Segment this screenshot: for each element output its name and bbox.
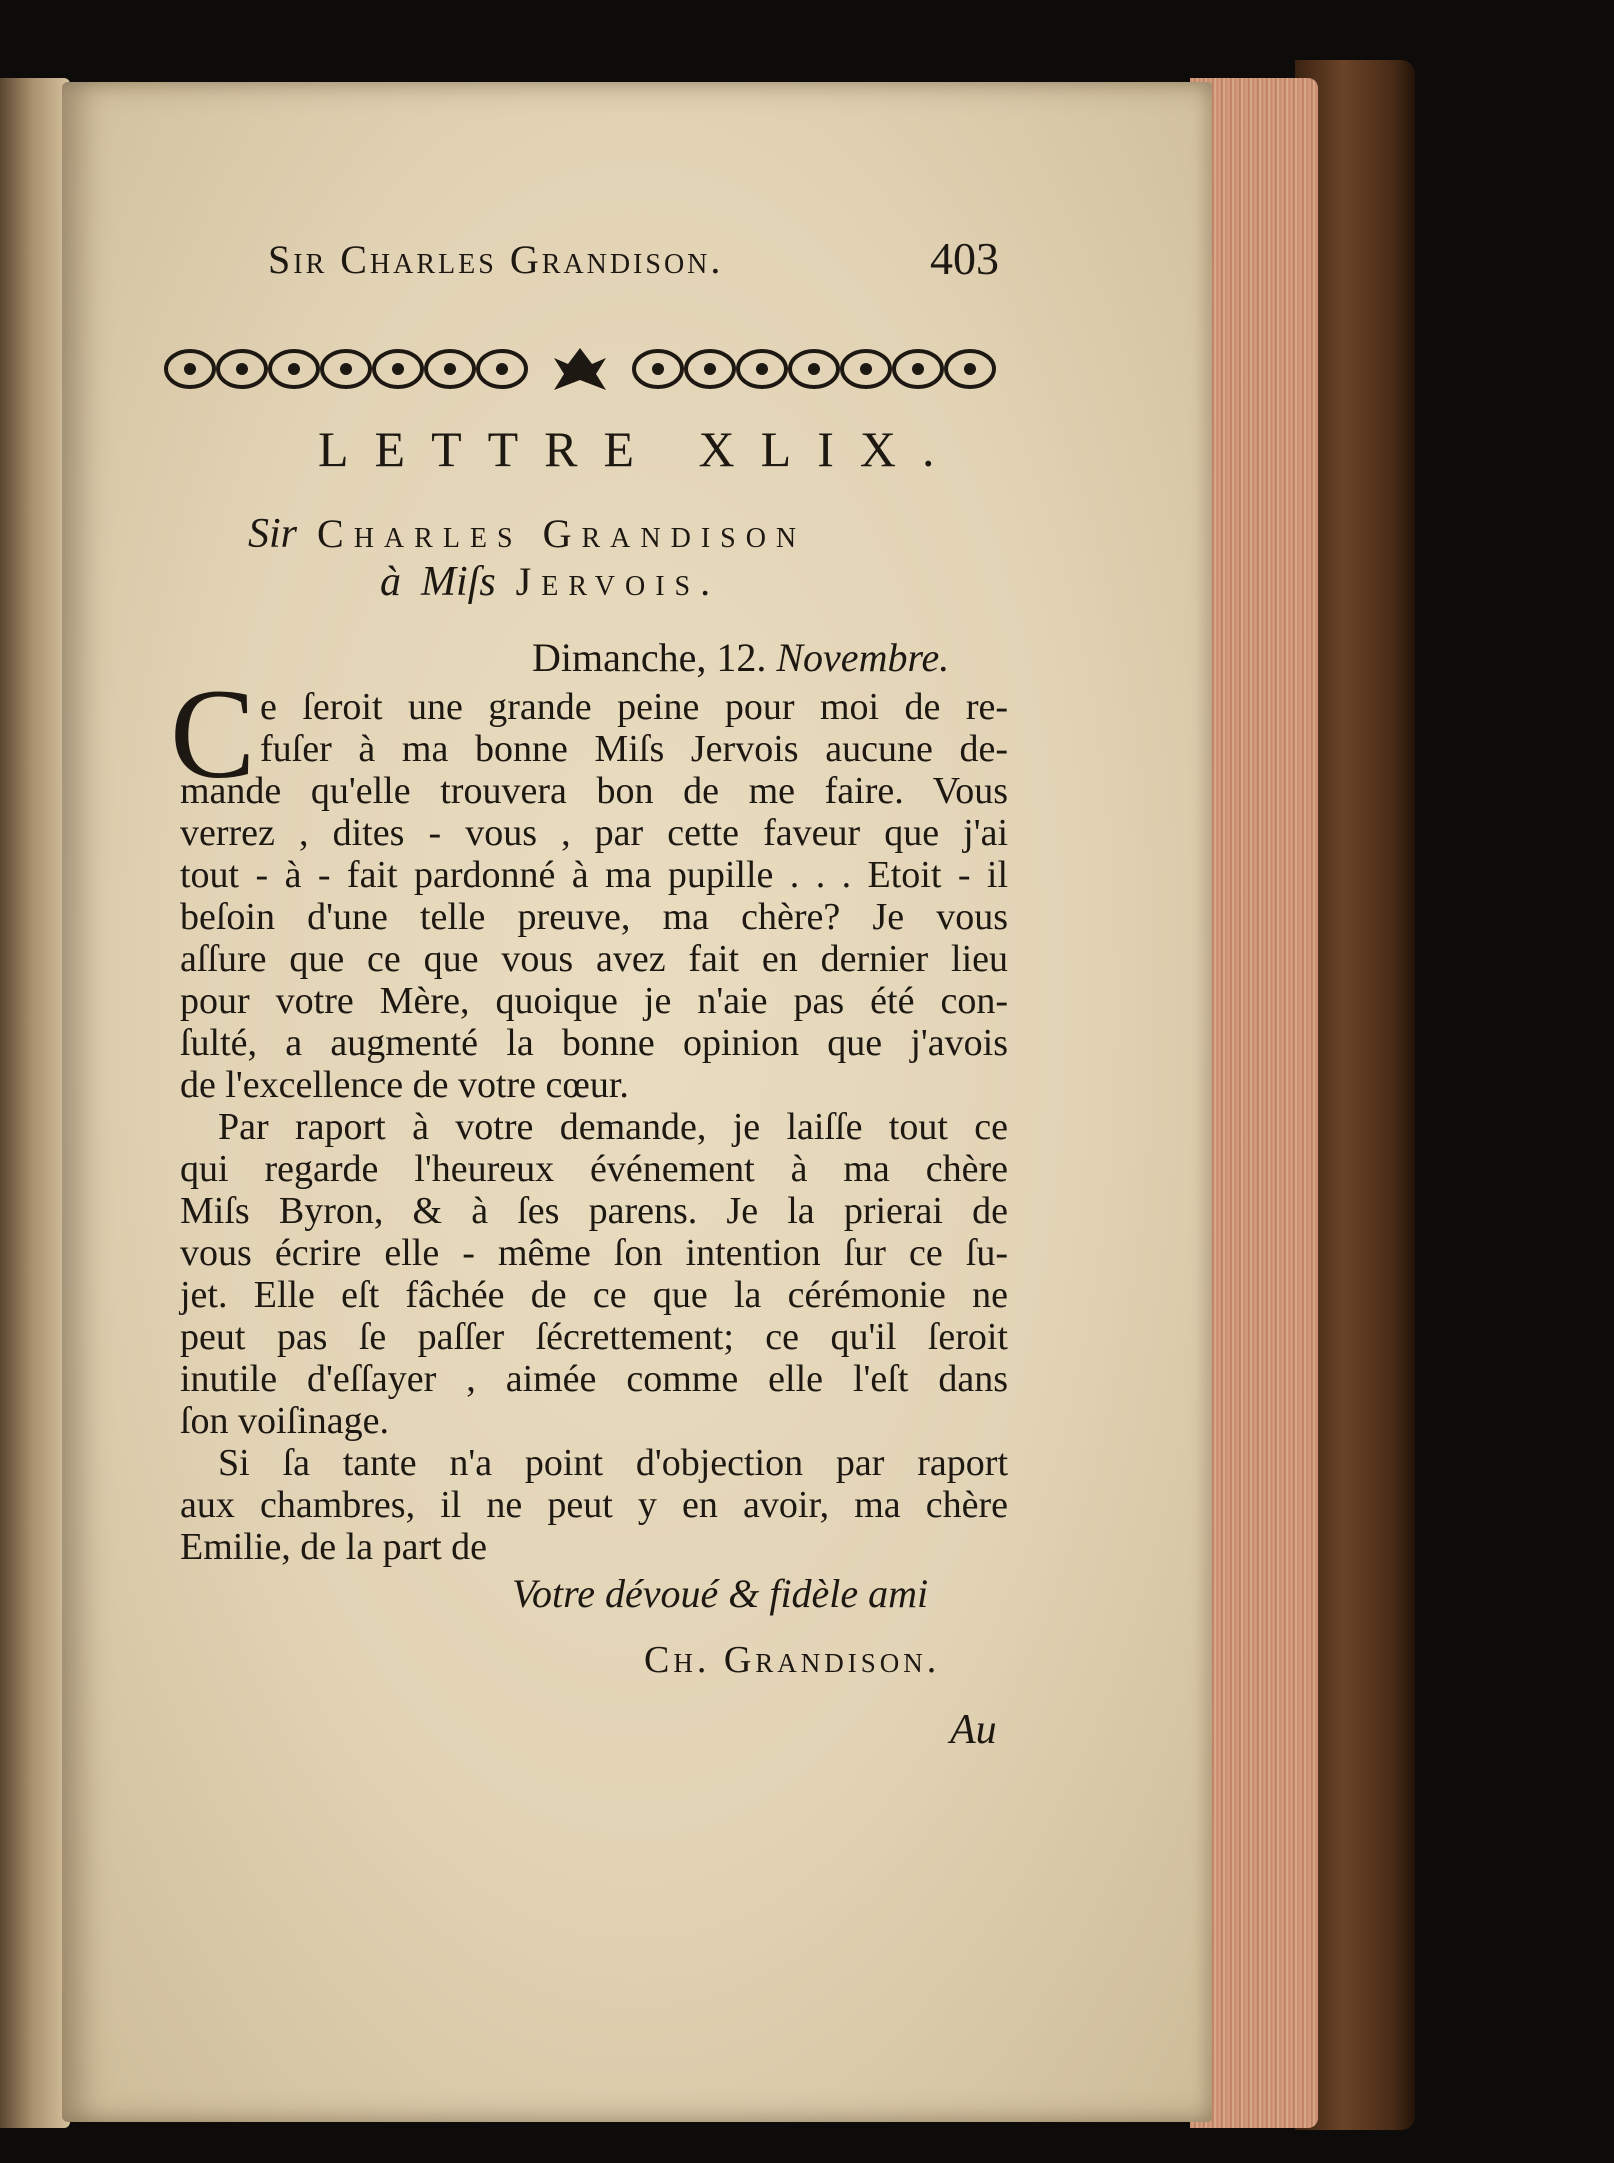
body-line: Emilie, de la part de — [180, 1526, 488, 1568]
body-line: aux chambres, il ne peut y en avoir, ma chère — [180, 1484, 1008, 1526]
address-recipient: Jervois. — [515, 559, 721, 604]
drop-cap: C — [170, 663, 256, 805]
previous-page-edge — [0, 78, 70, 2128]
catchword: Au — [950, 1707, 997, 1753]
body-line: jet. Elle eſt fâchée de ce que la cérémonie ne — [180, 1274, 1008, 1316]
body-line: de l'excellence de votre cœur. — [180, 1064, 629, 1106]
body-line: qui regarde l'heureux événement à ma chère — [180, 1148, 1008, 1190]
address-preposition: à — [380, 559, 401, 605]
date-day: Dimanche, 12. — [532, 635, 767, 680]
body-line: Par raport à votre demande, je laiſſe tout ce — [218, 1106, 1008, 1148]
ornament-divider-icon — [160, 344, 1000, 394]
signature: Ch. Grandison. — [644, 1639, 941, 1681]
letter-date — [532, 634, 949, 681]
address-prefix: Sir — [248, 511, 298, 557]
body-line: tout - à - fait pardonné à ma pupille . . . Etoit - il — [180, 854, 1008, 896]
address-title: Miſs — [421, 559, 496, 605]
body-line: aſſure que ce que vous avez fait en dernier lieu — [180, 938, 1008, 980]
body-line: ſon voiſinage. — [180, 1400, 389, 1442]
date-month: Novembre. — [776, 635, 950, 680]
closing-salutation: Votre dévoué & fidèle ami — [512, 1571, 929, 1616]
body-line: e ſeroit une grande peine pour moi de re- — [260, 686, 1008, 728]
address-line-1 — [248, 510, 806, 558]
body-line: inutile d'eſſayer , aimée comme elle l'eſt dans — [180, 1358, 1008, 1400]
body-line: verrez , dites - vous , par cette faveur que j'ai — [180, 812, 1008, 854]
running-head: Sir Charles Grandison. — [268, 237, 724, 282]
body-line: Si ſa tante n'a point d'objection par raport — [218, 1442, 1008, 1484]
body-line: fuſer à ma bonne Miſs Jervois aucune de- — [260, 728, 1008, 770]
body-line: ſulté, a augmenté la bonne opinion que j'avois — [180, 1022, 1008, 1064]
address-sender: Charles Grandison — [317, 511, 807, 556]
body-line: Miſs Byron, & à ſes parens. Je la prierai de — [180, 1190, 1008, 1232]
address-line-2 — [380, 558, 720, 606]
body-line: vous écrire elle - même ſon intention ſur ce ſu- — [180, 1232, 1008, 1274]
body-line: peut pas ſe paſſer ſécrettement; ce qu'il ſeroit — [180, 1316, 1008, 1358]
body-line: mande qu'elle trouvera bon de me faire. Vous — [180, 770, 1008, 812]
body-line: beſoin d'une telle preuve, ma chère? Je vous — [180, 896, 1008, 938]
body-line: pour votre Mère, quoique je n'aie pas été con- — [180, 980, 1008, 1022]
letter-title: LETTRE XLIX. — [318, 421, 961, 477]
page-number: 403 — [930, 233, 999, 284]
